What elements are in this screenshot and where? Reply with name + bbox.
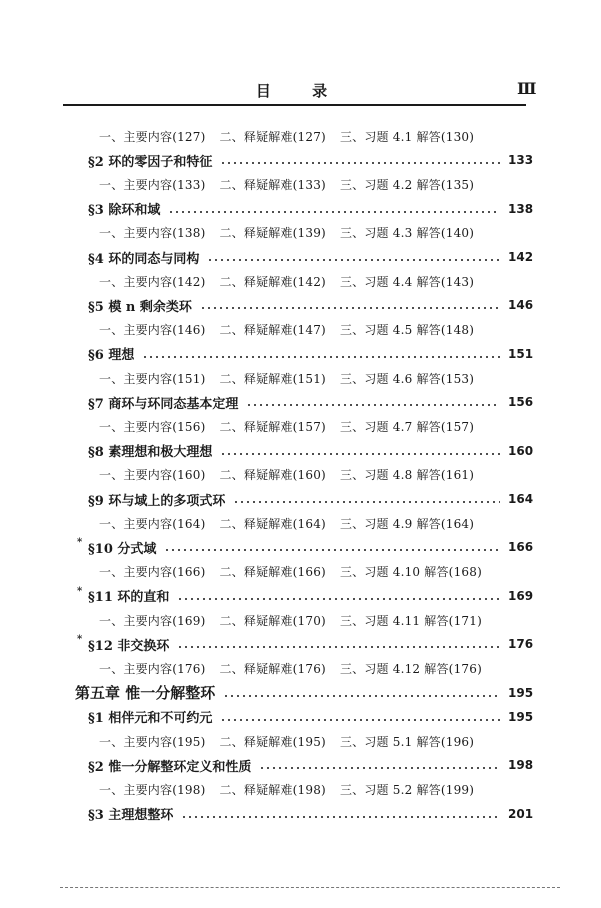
toc-subentry-part: 一、主要内容(176) bbox=[99, 661, 206, 676]
leader-dots bbox=[220, 162, 500, 164]
toc-entry-title: §7 商环与环同态基本定理 bbox=[88, 396, 239, 412]
toc-page-number: 142 bbox=[508, 250, 534, 264]
toc-subentry-part: 一、主要内容(133) bbox=[99, 177, 206, 192]
toc-entry-title: §5 模 n 剩余类环 bbox=[88, 299, 192, 315]
toc-section-entry bbox=[0, 632, 601, 656]
toc-page-number: 176 bbox=[508, 637, 534, 652]
toc-subentry-part: 三、习题 4.10 解答(168) bbox=[339, 565, 482, 580]
leader-dots bbox=[177, 598, 500, 600]
toc-section-entry bbox=[0, 293, 601, 317]
toc-subentry-part: 一、主要内容(160) bbox=[99, 468, 206, 483]
toc-entry-title: §2 环的零因子和特征 bbox=[88, 154, 213, 170]
toc-page-number: 138 bbox=[508, 201, 534, 216]
toc-subentry-part: 二、释疑解难(127) bbox=[219, 129, 326, 144]
toc-subentry-part: 二、释疑解难(198) bbox=[219, 782, 326, 797]
toc-subentry bbox=[0, 318, 601, 342]
leader-dots bbox=[223, 695, 500, 697]
toc-entry-title: §8 素理想和极大理想 bbox=[88, 445, 213, 461]
toc-subentry-part: 二、释疑解难(142) bbox=[219, 274, 326, 289]
toc-section-entry bbox=[0, 148, 601, 172]
toc-subentry-part: 三、习题 4.7 解答(157) bbox=[339, 419, 475, 434]
toc-subentry-part: 三、习题 4.2 解答(135) bbox=[339, 177, 475, 192]
leader-dots bbox=[207, 259, 500, 261]
toc-page-number: 198 bbox=[508, 758, 534, 773]
toc-subentry bbox=[0, 124, 601, 148]
toc-subentry-part: 二、释疑解难(176) bbox=[219, 661, 326, 676]
leader-dots bbox=[246, 404, 500, 406]
toc-subentry-part: 二、释疑解难(164) bbox=[219, 516, 326, 531]
toc-subentry-part: 一、主要内容(142) bbox=[99, 274, 206, 289]
optional-marker: * bbox=[77, 634, 83, 646]
page-header-title: 目 录 bbox=[255, 82, 346, 100]
toc-subentry-part: 三、习题 4.12 解答(176) bbox=[339, 661, 482, 676]
toc-entry-title: §6 理想 bbox=[88, 348, 135, 364]
toc-subentry bbox=[0, 511, 601, 535]
optional-marker: * bbox=[77, 585, 83, 597]
toc-subentry-part: 三、习题 4.3 解答(140) bbox=[339, 226, 475, 241]
toc-entry-title: §9 环与域上的多项式环 bbox=[88, 493, 226, 509]
toc-subentry-part: 三、习题 4.11 解答(171) bbox=[339, 613, 482, 628]
toc-subentry-part: 一、主要内容(146) bbox=[99, 323, 206, 338]
toc-section-entry bbox=[0, 197, 601, 221]
leader-dots bbox=[168, 211, 500, 213]
toc-subentry-part: 二、释疑解难(166) bbox=[219, 565, 326, 580]
leader-dots bbox=[164, 549, 500, 551]
toc-subentry-part: 三、习题 4.6 解答(153) bbox=[339, 371, 475, 386]
toc-subentry-part: 三、习题 5.1 解答(196) bbox=[339, 734, 475, 749]
toc-subentry-part: 二、释疑解难(157) bbox=[219, 419, 326, 434]
toc-entry-title: §12 非交换环 bbox=[88, 638, 170, 654]
footer-rule bbox=[60, 887, 560, 888]
toc-section-entry bbox=[0, 342, 601, 366]
toc-subentry-part: 一、主要内容(198) bbox=[99, 782, 206, 797]
leader-dots bbox=[142, 356, 500, 358]
toc-subentry-part: 一、主要内容(151) bbox=[99, 371, 206, 386]
toc-section-entry bbox=[0, 802, 601, 826]
toc-subentry-part: 一、主要内容(138) bbox=[99, 226, 206, 241]
toc-subentry-part: 一、主要内容(156) bbox=[99, 419, 206, 434]
header-rule bbox=[63, 104, 526, 106]
toc-subentry bbox=[0, 221, 601, 245]
leader-dots bbox=[220, 719, 500, 721]
toc-section-entry bbox=[0, 390, 601, 414]
leader-dots bbox=[177, 646, 500, 648]
toc-subentry-part: 二、释疑解难(147) bbox=[219, 323, 326, 338]
toc-subentry bbox=[0, 560, 601, 584]
toc-subentry-part: 三、习题 4.9 解答(164) bbox=[339, 516, 475, 531]
toc-section-entry bbox=[0, 753, 601, 777]
toc-page-number: 169 bbox=[508, 588, 534, 603]
toc-page-number: 160 bbox=[508, 443, 534, 458]
toc-section-entry bbox=[0, 705, 601, 729]
toc-entry-title: §3 主理想整环 bbox=[88, 808, 174, 824]
toc-subentry-part: 三、习题 4.5 解答(148) bbox=[339, 323, 475, 338]
toc-subentry-part: 一、主要内容(164) bbox=[99, 516, 206, 531]
toc-subentry-part: 一、主要内容(166) bbox=[99, 565, 206, 580]
toc-subentry-part: 一、主要内容(195) bbox=[99, 734, 206, 749]
toc-page-number: 164 bbox=[508, 492, 534, 506]
leader-dots bbox=[259, 767, 500, 769]
toc-subentry bbox=[0, 414, 601, 438]
leader-dots bbox=[220, 453, 500, 455]
toc-subentry-part: 三、习题 5.2 解答(199) bbox=[339, 782, 475, 797]
leader-dots bbox=[181, 816, 500, 818]
toc-subentry bbox=[0, 656, 601, 680]
toc-chapter-entry bbox=[0, 681, 601, 705]
toc-subentry bbox=[0, 463, 601, 487]
toc-page-number: 133 bbox=[508, 153, 534, 168]
toc-section-entry bbox=[0, 535, 601, 559]
toc-entry-title: §10 分式域 bbox=[88, 541, 157, 557]
toc-entry-title: §3 除环和域 bbox=[88, 203, 161, 219]
toc-page-number: 151 bbox=[508, 346, 534, 361]
toc-subentry-part: 一、主要内容(127) bbox=[99, 129, 206, 144]
toc-page-number: 201 bbox=[508, 806, 534, 821]
toc-subentry-part: 二、释疑解难(195) bbox=[219, 734, 326, 749]
toc-subentry-part: 二、释疑解难(151) bbox=[219, 371, 326, 386]
leader-dots bbox=[233, 501, 500, 503]
toc-subentry-part: 二、释疑解难(139) bbox=[219, 226, 326, 241]
toc-page-number: 195 bbox=[508, 709, 534, 724]
toc-subentry-part: 三、习题 4.8 解答(161) bbox=[339, 468, 475, 483]
toc-subentry bbox=[0, 777, 601, 801]
toc-subentry-part: 三、习题 4.1 解答(130) bbox=[339, 129, 475, 144]
toc-entry-title: §11 环的直和 bbox=[88, 590, 170, 606]
toc-subentry bbox=[0, 269, 601, 293]
toc-subentry bbox=[0, 608, 601, 632]
toc-section-entry bbox=[0, 584, 601, 608]
toc-entry-title: 第五章 惟一分解整环 bbox=[75, 684, 216, 703]
toc-section-entry bbox=[0, 439, 601, 463]
toc-entry-title: §2 惟一分解整环定义和性质 bbox=[88, 759, 252, 775]
toc-section-entry bbox=[0, 245, 601, 269]
toc-subentry-part: 二、释疑解难(160) bbox=[219, 468, 326, 483]
toc-page-number: 195 bbox=[508, 685, 534, 700]
toc-page-number: 146 bbox=[508, 298, 534, 313]
toc-subentry-part: 三、习题 4.4 解答(143) bbox=[339, 274, 475, 289]
toc-subentry-part: 二、释疑解难(133) bbox=[219, 177, 326, 192]
toc-subentry bbox=[0, 729, 601, 753]
toc-section-entry bbox=[0, 487, 601, 511]
toc-entry-title: §4 环的同态与同构 bbox=[88, 251, 200, 267]
toc-entry-title: §1 相伴元和不可约元 bbox=[88, 711, 213, 727]
leader-dots bbox=[200, 307, 500, 309]
optional-marker: * bbox=[77, 537, 83, 549]
toc-subentry-part: 一、主要内容(169) bbox=[99, 613, 206, 628]
toc-subentry bbox=[0, 366, 601, 390]
toc-page-number: 166 bbox=[508, 540, 534, 555]
toc-subentry-part: 二、释疑解难(170) bbox=[219, 613, 326, 628]
toc-page-number: 156 bbox=[508, 395, 534, 410]
page-header-roman-numeral: Ⅲ bbox=[517, 79, 537, 98]
toc-subentry bbox=[0, 172, 601, 196]
